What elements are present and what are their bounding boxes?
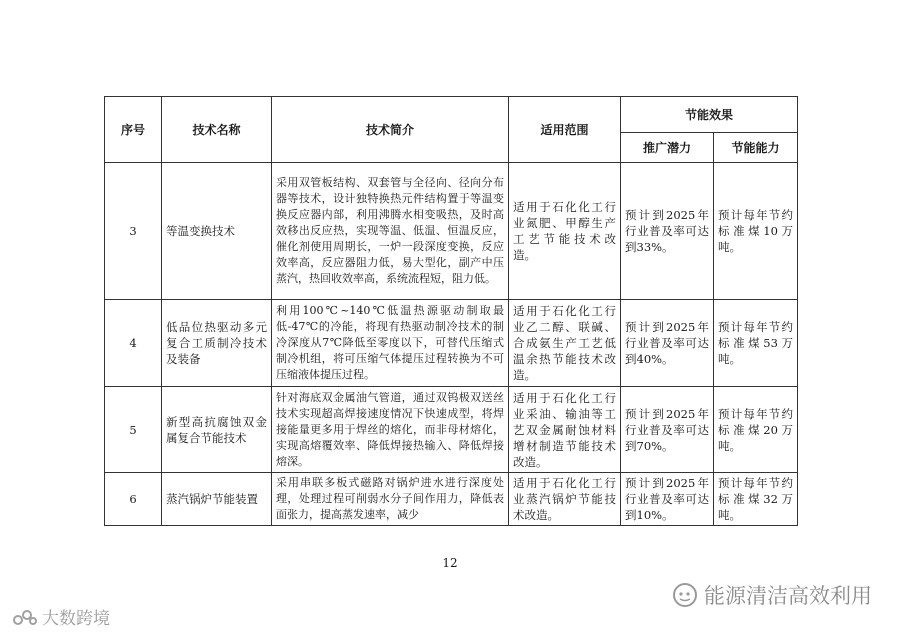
page-number: 12 [442,556,458,570]
row-name: 低品位热驱动多元复合工质制冷技术及装备 [162,300,272,387]
watermark-right-text: 能源清洁高效利用 [704,584,872,608]
header-intro: 技术简介 [272,97,509,163]
row-name: 等温变换技术 [162,163,272,300]
row-scope: 适用于石化化工行业采油、输油等工艺双金属耐蚀材料增材制造节能技术改造。 [509,387,621,473]
header-scope: 适用范围 [509,97,621,163]
row-potential: 预计到2025年行业普及率可达到40%。 [621,300,714,387]
row-scope: 适用于石化化工行业乙二醇、联碱、合成氨生产工艺低温余热节能技术改造。 [509,300,621,387]
header-effect: 节能效果 [621,97,798,133]
row-capacity: 预计每年节约标准煤32万吨。 [714,473,798,526]
header-potential: 推广潜力 [621,133,714,163]
row-intro: 采用双管板结构、双套管与全径向、径向分布器等技术，设计独特换热元件结构置于等温变换反应器内部，利用沸腾水相变吸热，及时高效移出反应热，实现等温、低温、恒温反应，催化剂使用周期长，一炉一段深度变换，反应效率高，反应器阻力低，易大型化，副产中压蒸汽，热回收效率高，系统流程短，阻力低。 [272,163,509,300]
watermark-brand [12,604,110,629]
table-row [105,300,798,387]
row-no: 6 [105,473,162,526]
table-row [105,473,798,526]
watermark-wechat [672,580,872,610]
row-no: 5 [105,387,162,473]
technology-table [104,96,798,526]
row-intro: 采用串联多板式磁路对锅炉进水进行深度处理，处理过程可削弱水分子间作用力，降低表面张力，提高蒸发速率，减少 [272,473,509,526]
row-potential: 预计到2025年行业普及率可达到10%。 [621,473,714,526]
row-name: 蒸汽锅炉节能装置 [162,473,272,526]
row-scope: 适用于石化化工行业氮肥、甲醇生产工艺节能技术改造。 [509,163,621,300]
header-no: 序号 [105,97,162,163]
row-potential: 预计到2025年行业普及率可达到70%。 [621,387,714,473]
table-row [105,387,798,473]
row-intro: 针对海底双金属油气管道，通过双钨极双送丝技术实现超高焊接速度情况下快速成型，将焊接能量更多用于焊丝的熔化，而非母材熔化，实现高熔覆效率、降低焊接热输入、降低焊接熔深。 [272,387,509,473]
row-scope: 适用于石化化工行业蒸汽锅炉节能技术改造。 [509,473,621,526]
row-capacity: 预计每年节约标准煤20万吨。 [714,387,798,473]
header-name: 技术名称 [162,97,272,163]
brand-logo-icon [12,606,38,628]
header-capacity: 节能能力 [714,133,798,163]
row-intro: 利用100℃~140℃低温热源驱动制取最低-47℃的冷能，将现有热驱动制冷技术的制冷深度从7℃降低至零度以下，可替代压缩式制冷机组，将可压缩气体提压过程转换为不可压缩液体提压过程。 [272,300,509,387]
row-no: 4 [105,300,162,387]
row-potential: 预计到2025年行业普及率可达到33%。 [621,163,714,300]
wechat-icon [672,582,698,608]
row-capacity: 预计每年节约标准煤53万吨。 [714,300,798,387]
watermark-left-text: 大数跨境 [42,609,110,629]
row-name: 新型高抗腐蚀双金属复合节能技术 [162,387,272,473]
row-capacity: 预计每年节约标准煤10万吨。 [714,163,798,300]
row-no: 3 [105,163,162,300]
table-row [105,163,798,300]
